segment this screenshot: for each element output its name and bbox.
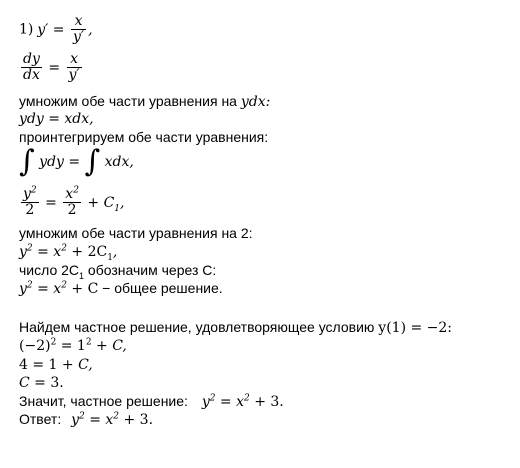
equation-9: $y^2 = x^2 + 2C_1$, xyxy=(19,243,118,263)
text-answer: Ответ: xyxy=(19,411,62,427)
text-general-solution: − общее решение. xyxy=(98,280,223,296)
equation-13: $(-2)^2 = 1^2 + C$, xyxy=(19,337,127,354)
equation-2: $\frac{dy}{dx}$ = $\frac{x}{y'}$ xyxy=(23,51,80,83)
text-multiply-2: умножим обе части уравнения на 2: xyxy=(19,225,253,241)
equation-4: ydy = xdx, xyxy=(19,111,94,127)
equation-17: $y^2 = x^2 + 3$. xyxy=(71,411,154,428)
math-ydx: ydx: xyxy=(240,94,271,110)
text-particular-solution: Значит, частное решение: xyxy=(19,393,188,409)
line-2 xyxy=(19,52,84,83)
text-denote-a: число 2C xyxy=(19,262,80,278)
equation-16: $y^2 = x^2 + 3$. xyxy=(201,393,284,410)
equation-1: y′ = $\frac{x}{y'}$ , xyxy=(37,13,93,45)
line-10: число $2C_1$ обозначим через C: xyxy=(19,262,217,281)
line-13 xyxy=(19,337,127,354)
equation-7: $\frac{y^2}{2}$ = $\frac{x^2}{2}$ + $C_1$, xyxy=(23,185,125,218)
equation-14: 4 = 1 + C, xyxy=(19,357,93,373)
line-14 xyxy=(19,356,93,373)
text-denote-b: обозначим через C: xyxy=(84,262,217,278)
line-6 xyxy=(19,144,134,179)
line-7 xyxy=(19,187,124,218)
text-find-particular: Найдем частное решение, удовлетворяющее условию xyxy=(19,319,379,335)
line-16 xyxy=(19,393,284,410)
equation-11: $y^2 = x^2 + C$ xyxy=(19,280,99,297)
text-multiply: умножим обе части уравнения на xyxy=(19,93,241,109)
equation-6: ∫ ydy = ∫ xdx, xyxy=(19,144,134,179)
line-9 xyxy=(19,243,118,263)
line-8 xyxy=(19,225,253,241)
line-3 xyxy=(19,93,270,110)
line-5 xyxy=(19,129,268,145)
line-17 xyxy=(19,411,153,428)
line-12 xyxy=(19,319,452,336)
equation-15: C = 3. xyxy=(19,375,64,391)
line-15 xyxy=(19,374,64,391)
line-11 xyxy=(19,280,223,297)
text-integrate: проинтегрируем обе части уравнения: xyxy=(19,129,269,145)
math-condition: y(1) = −2: xyxy=(378,320,453,336)
problem-label: 1) xyxy=(19,21,34,38)
line-1 xyxy=(19,14,93,45)
line-4 xyxy=(19,110,94,127)
